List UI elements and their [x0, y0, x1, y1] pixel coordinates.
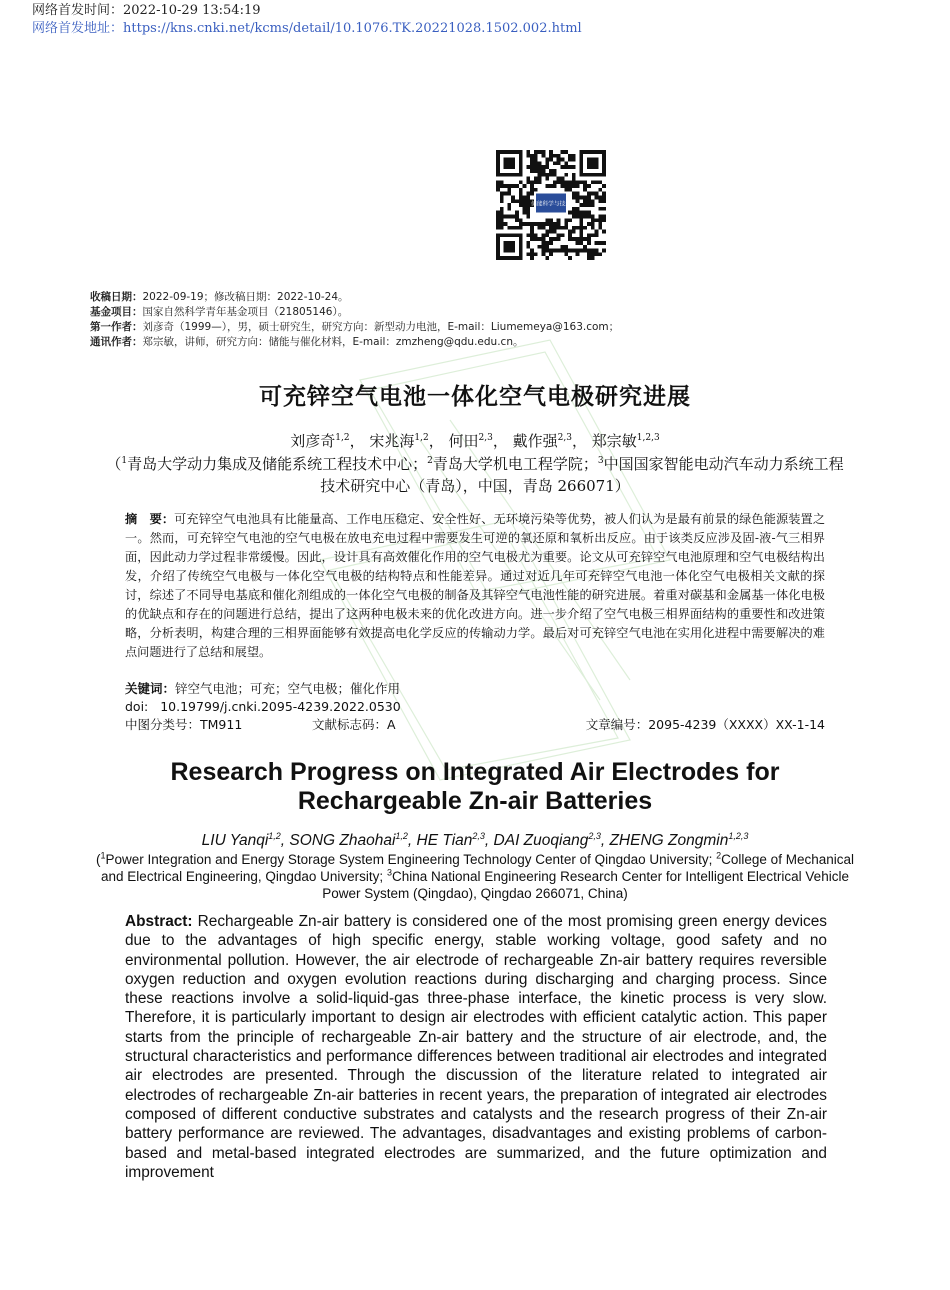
- cn-abstract: [125, 510, 825, 662]
- classification-line: [125, 716, 825, 734]
- cn-affiliations: （$^1$青岛大学动力集成及储能系统工程技术中心；$^2$青岛大学机电工程学院；$^3$中国国家智能电动汽车动力系统工程技术研究中心（青岛），中国，青岛 266071）: [106, 455, 844, 495]
- manuscript-meta: [90, 290, 870, 350]
- journal-logo-text: 储能科学与技术: [531, 201, 571, 208]
- doc-code: 文献标志码：A: [312, 717, 396, 732]
- article-number: 文章编号：2095-4239（XXXX）XX-1-14: [585, 717, 825, 732]
- publication-address: 网络首发地址：https://kns.cnki.net/kcms/detail/10.1076.TK.20221028.1502.002.html: [32, 21, 582, 36]
- corresponding-author-info: 通讯作者：郑宗敏，讲师，研究方向：储能与催化材料，E-mail：zmzheng@qdu.edu.cn。: [90, 336, 524, 348]
- author: 刘彦奇: [290, 432, 336, 450]
- doi: doi: 10.19799/j.cnki.2095-4239.2022.0530: [125, 699, 401, 714]
- author: HE Tian: [416, 832, 473, 849]
- author: 戴作强: [512, 432, 558, 450]
- author: ZHENG Zongmin: [609, 832, 729, 849]
- en-authors: LIU Yanqi$^{1,2}$, SONG Zhaohai$^{1,2}$, HE Tian$^{2,3}$, DAI Zuoqiang$^{2,3}$, ZHENG Zongmin$^{1,2,3}$: [201, 830, 749, 849]
- fund-info: 基金项目：国家自然科学青年基金项目（21805146）。: [90, 306, 349, 318]
- cn-keywords: 关键词：锌空气电池；可充；空气电极；催化作用: [125, 681, 401, 696]
- author: DAI Zuoqiang: [493, 832, 589, 849]
- publication-info: [32, 2, 582, 38]
- author: SONG Zhaohai: [289, 832, 396, 849]
- publication-url-link[interactable]: https://kns.cnki.net/kcms/detail/10.1076.TK.20221028.1502.002.html: [123, 21, 582, 36]
- qr-code: [496, 150, 606, 260]
- cn-authors: 刘彦奇$^{1,2}$， 宋兆海$^{1,2}$， 何田$^{2,3}$， 戴作强$^{2,3}$， 郑宗敏$^{1,2,3}$: [290, 432, 660, 450]
- received-date: 收稿日期：2022-09-19；修改稿日期：2022-10-24。: [90, 291, 349, 303]
- qr-code-image: [496, 150, 606, 260]
- clc: 中图分类号：TM911: [125, 717, 243, 732]
- doi-link[interactable]: 10.19799/j.cnki.2095-4239.2022.0530: [160, 699, 401, 714]
- author: LIU Yanqi: [201, 832, 269, 849]
- cn-abstract-text: 可充锌空气电池具有比能量高、工作电压稳定、安全性好、无环境污染等优势，被人们认为是最有前景的绿色能源装置之一。然而，可充锌空气电池的空气电极在放电充电过程中需要发生可逆的氧还原和氧析出反应。由于该类反应涉及固-液-气三相界面，因此动力学过程非常缓慢。因此，设计具有高效催化作用的空气电极尤为重要。论文从可充锌空气电池原理和空气电极结构出发，介绍了传统空气电极与一体化空气电极的结构特点和性能差异。通过对近几年可充锌空气电池一体化空气电极相关文献的探讨，综述了不同导电基底和催化剂组成的一体化空气电极的制备及其锌空气电池性能的研究进展。着重对碳基和金属基一体化电极的优缺点和存在的问题进行总结，提出了这两种电极未来的优化改进方向。进一步介绍了空气电极三相界面结构的重要性和改进策略，分析表明，构建合理的三相界面能够有效提高电化学反应的传输动力学。最后对可充锌空气电池在实用化进程中需要解决的难点问题进行了总结和展望。: [125, 512, 826, 659]
- en-abstract-label: Abstract:: [125, 913, 193, 930]
- en-abstract: [125, 912, 827, 1182]
- author: 宋兆海: [369, 432, 415, 450]
- first-author-info: 第一作者：刘彦奇（1999—），男，硕士研究生，研究方向：新型动力电池，E-mail：Liumemeya@163.com；: [90, 321, 620, 333]
- author: 何田: [448, 432, 479, 450]
- author: 郑宗敏: [591, 432, 637, 450]
- publication-time: 网络首发时间：2022-10-29 13:54:19: [32, 3, 261, 18]
- en-abstract-text: Rechargeable Zn-air battery is considered one of the most promising green energy devices due to the advantages of high specific energy, stable working voltage, good safety and no environmental pollution. However, the air electrode of rechargeable Zn-air battery requires reversible oxygen reduction and oxygen evolution reactions during discharging and charging process. Since these reactions involve a solid-liquid-gas three-phase interface, the kinetic process is very slow. Therefore, it is particularly important to design air electrodes with efficient catalytic action. This paper starts from the principle of rechargeable Zn-air battery and the structure of air electrode, and, the structural characteristics and performance differences between traditional air electrodes and integrated air electrodes are presented. Through the discussion of the literature related to integrated air electrodes of rechargeable Zn-air batteries in recent years, the preparation of integrated air electrodes composed of different conductive substrates and catalysts and the research progress of their Zn-air battery performance are reviewed. The advantages, disadvantages and existing problems of carbon-based and metal-based integrated electrodes are summarized, and the future optimization and improvement: [125, 913, 827, 1181]
- en-affiliations: ($^1$Power Integration and Energy Storage System Engineering Technology Center of Qingdao University; $^2$College of Mechanical and Electrical Engineering, Qingdao University; $^3$China National Engineering Research Center for Intelligent Electrical Vehicle Power System (Qingdao), Qingdao 266071, China): [96, 850, 854, 901]
- cn-abstract-label: 摘 要：: [125, 512, 175, 526]
- en-title: Research Progress on Integrated Air Electrodes for Rechargeable Zn-air Batteries: [170, 758, 780, 815]
- cn-title: 可充锌空气电池一体化空气电极研究进展: [259, 384, 691, 410]
